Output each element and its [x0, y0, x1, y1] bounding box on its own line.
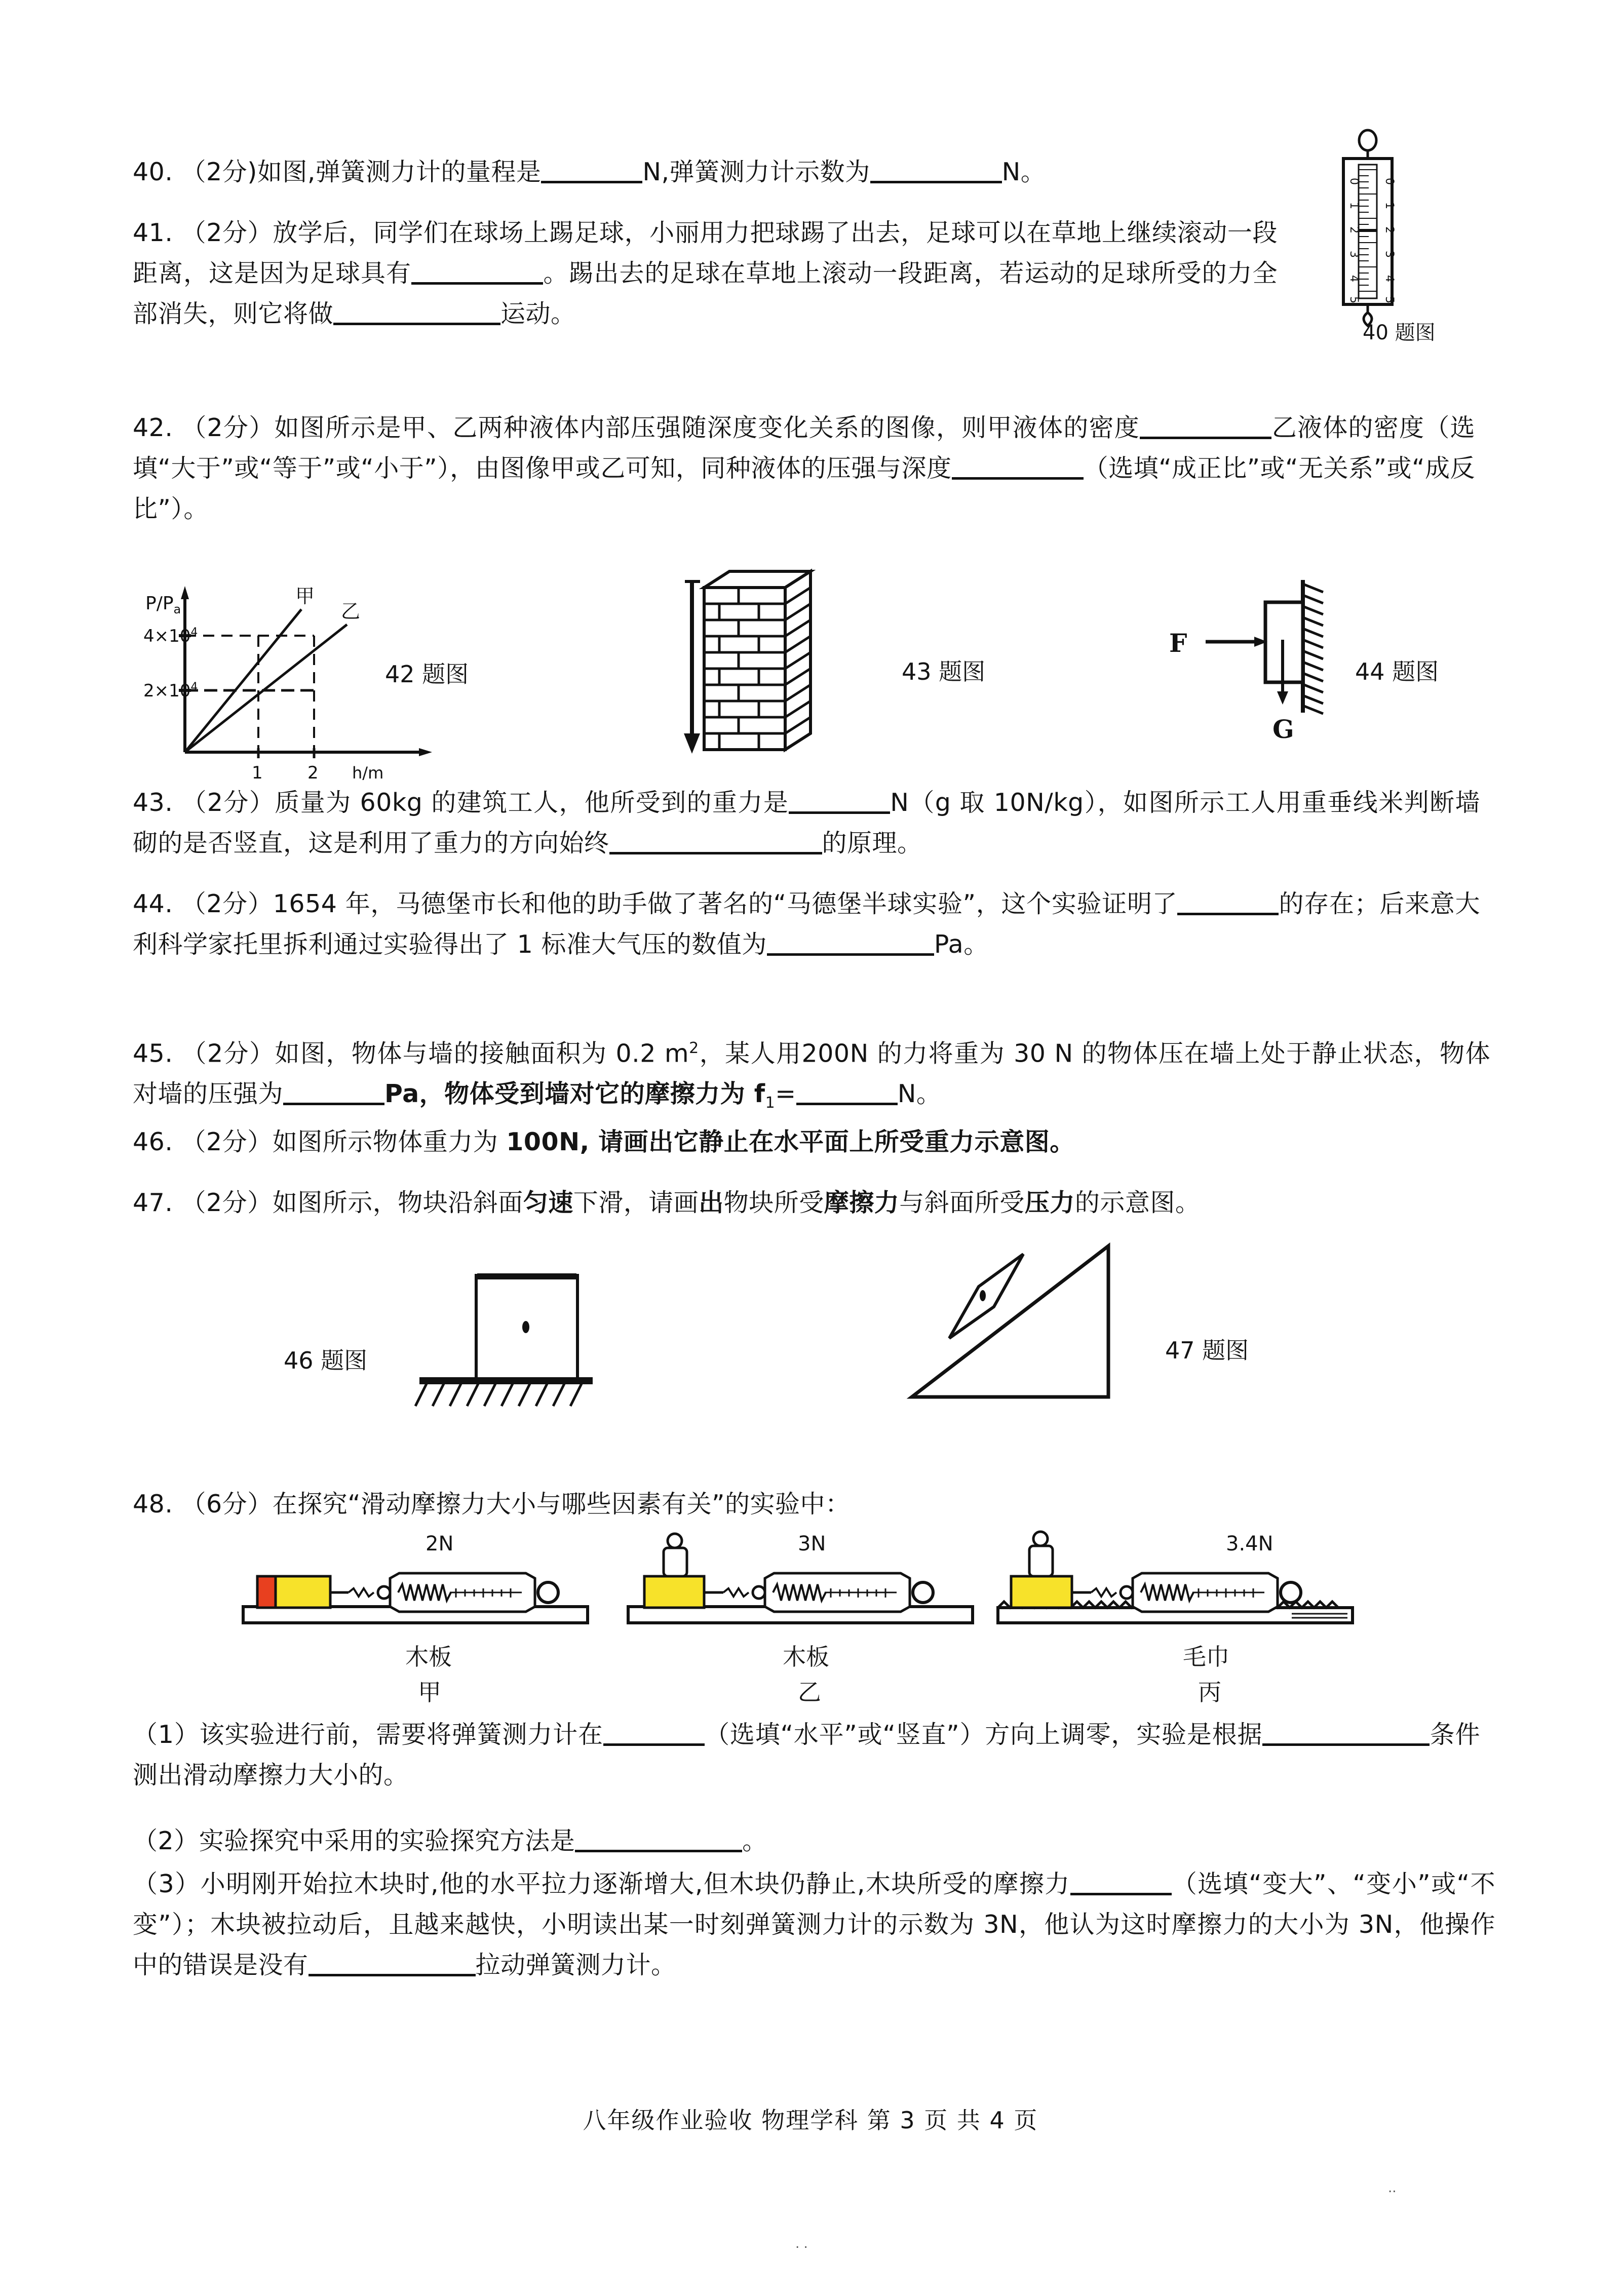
question-48-sub-1: [133, 1715, 1480, 1796]
q48-1-text-1: 该实验进行前，需要将弹簧测力计在: [199, 1720, 603, 1749]
chart-xtick-1: 1: [252, 763, 263, 783]
q48-3-text-3: 拉动弹簧测力计。: [475, 1951, 676, 1979]
q42-text-1: 如图所示是甲、乙两种液体内部压强随深度变化关系的图像，则甲液体的密度: [274, 413, 1140, 442]
friction-experiment-panel-3: [993, 1509, 1398, 1648]
gravity-G-label: G: [1272, 714, 1294, 744]
q48-1-blank-2[interactable]: [1262, 1726, 1430, 1746]
fig48-label-1: 甲: [418, 1679, 441, 1706]
fig48-surface-1: 木板: [405, 1643, 452, 1670]
friction-setup-yi: [623, 1509, 1008, 1646]
q43-marks: （2分）: [181, 788, 275, 817]
question-43: [133, 783, 1480, 864]
q42-marks: （2分）: [181, 413, 275, 442]
svg-text:2: 2: [1347, 226, 1360, 234]
q47-bold-1: 匀速: [523, 1188, 573, 1217]
q47-text-2: 下滑，请画: [573, 1188, 699, 1217]
q41-text-1: 放学后，同学们在球场上踢足球，小丽用力把球踢了出去，足球可以在草地上继续滚动一段距离，这是因为足球具有: [133, 218, 1278, 288]
force-F-label: F: [1169, 628, 1187, 658]
svg-text:2: 2: [1383, 226, 1396, 234]
fig48-reading-2: 3N: [798, 1532, 826, 1555]
q46-number: 46.: [133, 1127, 173, 1156]
q41-text-3: 运动。: [500, 299, 576, 328]
q45-blank-1[interactable]: [283, 1085, 384, 1105]
svg-text:0: 0: [1383, 178, 1396, 185]
q47-text-4: 与斜面所受: [899, 1188, 1025, 1217]
fig44-caption: 44 题图: [1355, 658, 1439, 685]
q48-1-label: （1）: [133, 1720, 200, 1749]
q45-friction-subscript: 1: [765, 1094, 776, 1112]
q42-blank-1[interactable]: [1140, 419, 1271, 439]
q48-text-1: 在探究“滑动摩擦力大小与哪些因素有关”的实验中：: [272, 1490, 851, 1519]
fig48-reading-1: 2N: [426, 1532, 454, 1555]
q48-marks: （6分）: [181, 1490, 273, 1519]
spring-scale-figure: [1312, 129, 1423, 334]
q43-blank-1[interactable]: [789, 794, 890, 814]
scan-artifact-right: ..: [1388, 2181, 1397, 2196]
q48-2-text-2: 。: [742, 1826, 767, 1855]
friction-experiment-panel-2: [623, 1509, 1008, 1648]
svg-text:4: 4: [1347, 275, 1360, 282]
q45-blank-2[interactable]: [796, 1085, 898, 1105]
q40-blank-1[interactable]: [541, 164, 642, 183]
block-on-ground-figure: [390, 1251, 674, 1425]
q48-1-text-2: （选填“水平”或“竖直”）方向上调零，实验是根据: [704, 1720, 1263, 1749]
q44-marks: （2分）: [181, 889, 273, 918]
q41-blank-1[interactable]: [411, 265, 543, 285]
q45-number: 45.: [133, 1039, 173, 1068]
q40-unit-1: N,弹簧测力计示数为: [642, 158, 870, 186]
q45-text-5: N。: [897, 1079, 942, 1109]
q40-unit-2: N。: [1001, 158, 1046, 186]
q48-1-blank-1[interactable]: [603, 1726, 705, 1746]
q46-marks: （2分）: [181, 1127, 273, 1156]
question-46: [133, 1122, 1490, 1162]
q48-3-blank-2[interactable]: [308, 1957, 476, 1976]
q41-text-2: 。踢出去的足球在草地上滚动一段距离，若运动的足球所受的力全部消失，则它将做: [133, 259, 1278, 328]
q43-number: 43.: [133, 788, 173, 817]
fig40-caption: 40 题图: [1363, 321, 1436, 344]
question-40: [133, 152, 1348, 192]
svg-text:0: 0: [1347, 178, 1360, 185]
question-48-sub-2: [133, 1821, 1480, 1861]
q41-marks: （2分）: [181, 218, 273, 247]
q48-3-text-1: 小明刚开始拉木块时,他的水平拉力逐渐增大,但木块仍静止,木块所受的摩擦力: [200, 1870, 1070, 1898]
q45-text-1: 如图，物体与墙的接触面积为 0.2 m: [275, 1039, 689, 1068]
q44-text-1: 1654 年，马德堡市长和他的助手做了著名的“马德堡半球实验”，这个实验证明了: [273, 889, 1178, 918]
q46-bold-2: 静止在水平面上所受重力示意图。: [699, 1127, 1075, 1156]
chart-xtick-2: 2: [307, 763, 319, 783]
q44-blank-2[interactable]: [767, 936, 934, 956]
svg-text:5: 5: [1383, 296, 1396, 303]
scan-artifact-bottom: . .: [795, 2236, 808, 2251]
brick-wall-icon: [674, 557, 876, 765]
q43-blank-2[interactable]: [609, 835, 822, 854]
q47-bold-2: 出: [699, 1188, 724, 1217]
q45-marks: （2分）: [181, 1039, 275, 1068]
fig47-caption: 47 题图: [1165, 1337, 1249, 1364]
q43-text-3: 的原理。: [822, 829, 922, 858]
fig48-surface-3: 毛巾: [1183, 1643, 1229, 1670]
q47-marks: （2分）: [181, 1188, 273, 1217]
q48-2-text-1: 实验探究中采用的实验探究方法是: [199, 1826, 575, 1855]
question-45: [133, 1028, 1490, 1123]
fig48-surface-2: 木板: [783, 1643, 829, 1670]
svg-text:5: 5: [1347, 296, 1360, 303]
q44-number: 44.: [133, 889, 173, 918]
q46-text-1: 如图所示物体重力为: [272, 1127, 507, 1156]
q40-text-1: 如图,弹簧测力计的量程是: [257, 158, 542, 186]
q48-3-blank-1[interactable]: [1070, 1876, 1172, 1895]
chart-ytick-4: $4\times 10^4$: [143, 626, 198, 646]
series-jia-line: [185, 609, 301, 752]
q43-text-2: N（g 取 10N/kg），如图所示工人用重垂线米判断墙砌的是否竖直，这是利用了重力的方向始终: [133, 788, 1480, 858]
question-42: [133, 408, 1475, 529]
q48-3-label: （3）: [133, 1870, 201, 1898]
q45-text-2: ，某人用200N 的力将重为 30 N 的物体压在墙上处于静止状态，物体对墙的压强为: [133, 1039, 1491, 1109]
spring-scale-icon: [1312, 129, 1423, 332]
q44-text-2: 的存在；后来意大利科学家托里拆利通过实验得出了 1 标准大气压的数值为: [133, 889, 1480, 959]
q43-text-1: 质量为 60kg 的建筑工人，他所受到的重力是: [275, 788, 789, 817]
q47-bold-4: 压力: [1024, 1188, 1075, 1217]
q45-text-4: =: [775, 1079, 796, 1109]
svg-text:3: 3: [1383, 251, 1396, 258]
q48-1-text-3: 条件测出滑动摩擦力大小的。: [133, 1720, 1480, 1789]
q42-text-2: 乙液体的密度（选填“大于”或“等于”或“小于”），由图像甲或乙可知，同种液体的压强与深度: [133, 413, 1475, 483]
chart-xlabel: h/m: [352, 763, 384, 783]
series-jia-label: 甲: [295, 585, 315, 607]
question-44: [133, 884, 1480, 965]
fig43-caption: 43 题图: [902, 658, 986, 685]
fig46-caption: 46 题图: [284, 1347, 368, 1374]
svg-text:4: 4: [1383, 275, 1396, 282]
block-ground-icon: [390, 1251, 674, 1423]
q44-text-3: Pa。: [934, 930, 989, 959]
q47-text-1: 如图所示，物块沿斜面: [272, 1188, 523, 1217]
q45-text-3: Pa，物体受到墙对它的摩擦力为 f: [384, 1079, 765, 1109]
q41-number: 41.: [133, 218, 173, 247]
svg-text:1: 1: [1383, 202, 1396, 209]
q42-text-3: （选填“成正比”或“无关系”或“成反比”）。: [133, 454, 1475, 523]
page-footer: 八年级作业验收 物理学科 第 3 页 共 4 页: [583, 2107, 1038, 2134]
q40-blank-2[interactable]: [870, 164, 1002, 183]
question-47: [133, 1183, 1500, 1223]
question-41: [133, 213, 1278, 334]
q47-text-5: 的示意图。: [1074, 1188, 1201, 1217]
q46-bold-1: 100N, 请画出它: [506, 1127, 699, 1156]
q40-marks: （2分): [181, 158, 257, 186]
q48-2-label: （2）: [133, 1826, 199, 1855]
q45-area-exponent: 2: [689, 1039, 699, 1057]
q48-3-text-2: （选填“变大”、“变小”或“不变”）；木块被拉动后，且越来越快，小明读出某一时刻弹簧测力计的示数为 3N，他认为这时摩擦力的大小为 3N，他操作中的错误是没有: [133, 1870, 1495, 1979]
svg-text:1: 1: [1347, 202, 1360, 209]
q41-blank-2[interactable]: [333, 305, 500, 325]
svg-text:3: 3: [1347, 251, 1360, 258]
fig48-label-2: 乙: [798, 1679, 821, 1706]
series-yi-line: [185, 625, 347, 752]
q42-blank-2[interactable]: [952, 460, 1084, 480]
q42-number: 42.: [133, 413, 173, 442]
fig48-label-3: 丙: [1198, 1679, 1221, 1706]
q48-2-blank-1[interactable]: [575, 1833, 742, 1852]
brick-wall-figure: [674, 557, 876, 767]
chart-ytick-2: $2\times 10^4$: [143, 681, 198, 701]
q47-bold-3: 摩擦力: [824, 1188, 900, 1217]
q47-number: 47.: [133, 1188, 173, 1217]
chart-ylabel: $P/P_a$: [145, 593, 181, 616]
q40-number: 40.: [133, 158, 173, 186]
friction-setup-bing: [993, 1509, 1398, 1646]
q44-blank-1[interactable]: [1177, 896, 1279, 915]
q48-number: 48.: [133, 1490, 173, 1519]
fig48-reading-3: 3.4N: [1226, 1532, 1273, 1555]
fig42-caption: 42 题图: [385, 660, 469, 688]
question-48-sub-3: [133, 1864, 1495, 1986]
series-yi-label: 乙: [341, 600, 361, 622]
q47-text-3: 物块所受: [723, 1188, 824, 1217]
